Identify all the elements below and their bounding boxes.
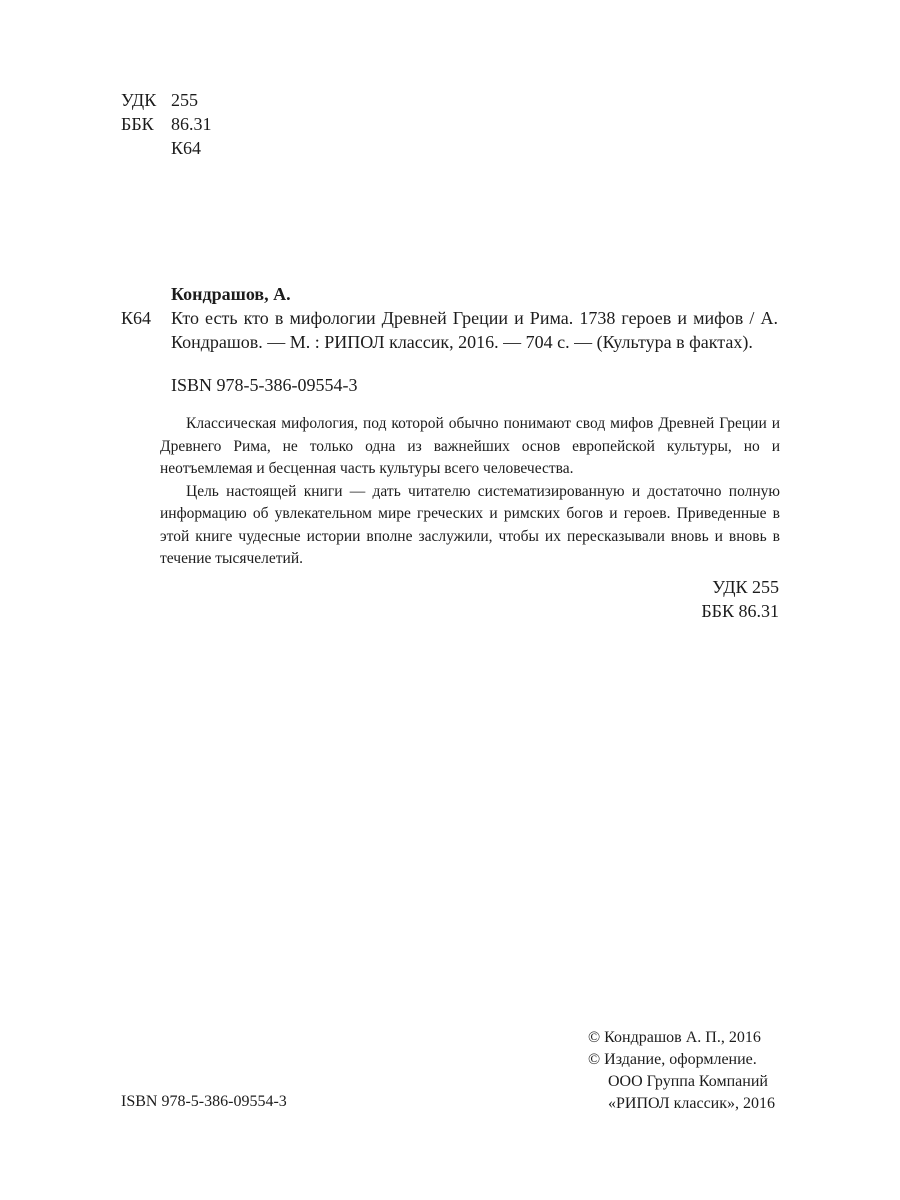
bbk-label: ББК (121, 114, 154, 134)
author-sign-row (121, 136, 212, 160)
bbk-value: 86.31 (171, 114, 212, 134)
copyright-edition: © Издание, оформление. (588, 1051, 757, 1068)
classification-codes (121, 88, 212, 160)
bbk-row (121, 112, 212, 136)
udk-row (121, 88, 212, 112)
entry-author: Кондрашов, А. (171, 284, 291, 304)
udk-summary: УДК 255 (712, 577, 779, 597)
udk-label: УДК (121, 90, 157, 110)
bbk-summary: ББК 86.31 (701, 601, 779, 621)
footer-isbn: ISBN 978-5-386-09554-3 (121, 1093, 287, 1110)
bibliographic-description: Кто есть кто в мифологии Древней Греции и Рима. 1738 героев и мифов / А. Кондрашов. — М. : РИПОЛ классик, 2016. — 704 с. — (Культура в фактах). (171, 308, 778, 352)
annotation (160, 413, 780, 571)
author-sign: К64 (171, 138, 202, 158)
entry-isbn: ISBN 978-5-386-09554-3 (171, 375, 358, 395)
classification-summary (701, 575, 779, 623)
copyright-publisher: ООО Группа Компаний (608, 1073, 768, 1090)
annotation-paragraph: Классическая мифология, под которой обычно понимают свод мифов Древней Греции и Древнего Рима, не только одна из важнейших основ европейской культуры, но и неотъемлемая и бесценная часть культуры всего человечества. (160, 415, 780, 477)
copyright-author: © Кондрашов А. П., 2016 (588, 1029, 761, 1046)
entry-sign: К64 (121, 308, 152, 328)
annotation-paragraph: Цель настоящей книги — дать читателю систематизированную и достаточно полную информацию об увлекательном мире греческих и римских богов и героев. Приведенные в этой книге чудесные истории вполне заслужили, чтобы их пересказывали вновь и вновь в течение тысячелетий. (160, 482, 780, 567)
copyright-block (588, 1027, 775, 1115)
copyright-publisher-name: «РИПОЛ классик», 2016 (608, 1095, 776, 1112)
udk-value: 255 (171, 90, 198, 110)
